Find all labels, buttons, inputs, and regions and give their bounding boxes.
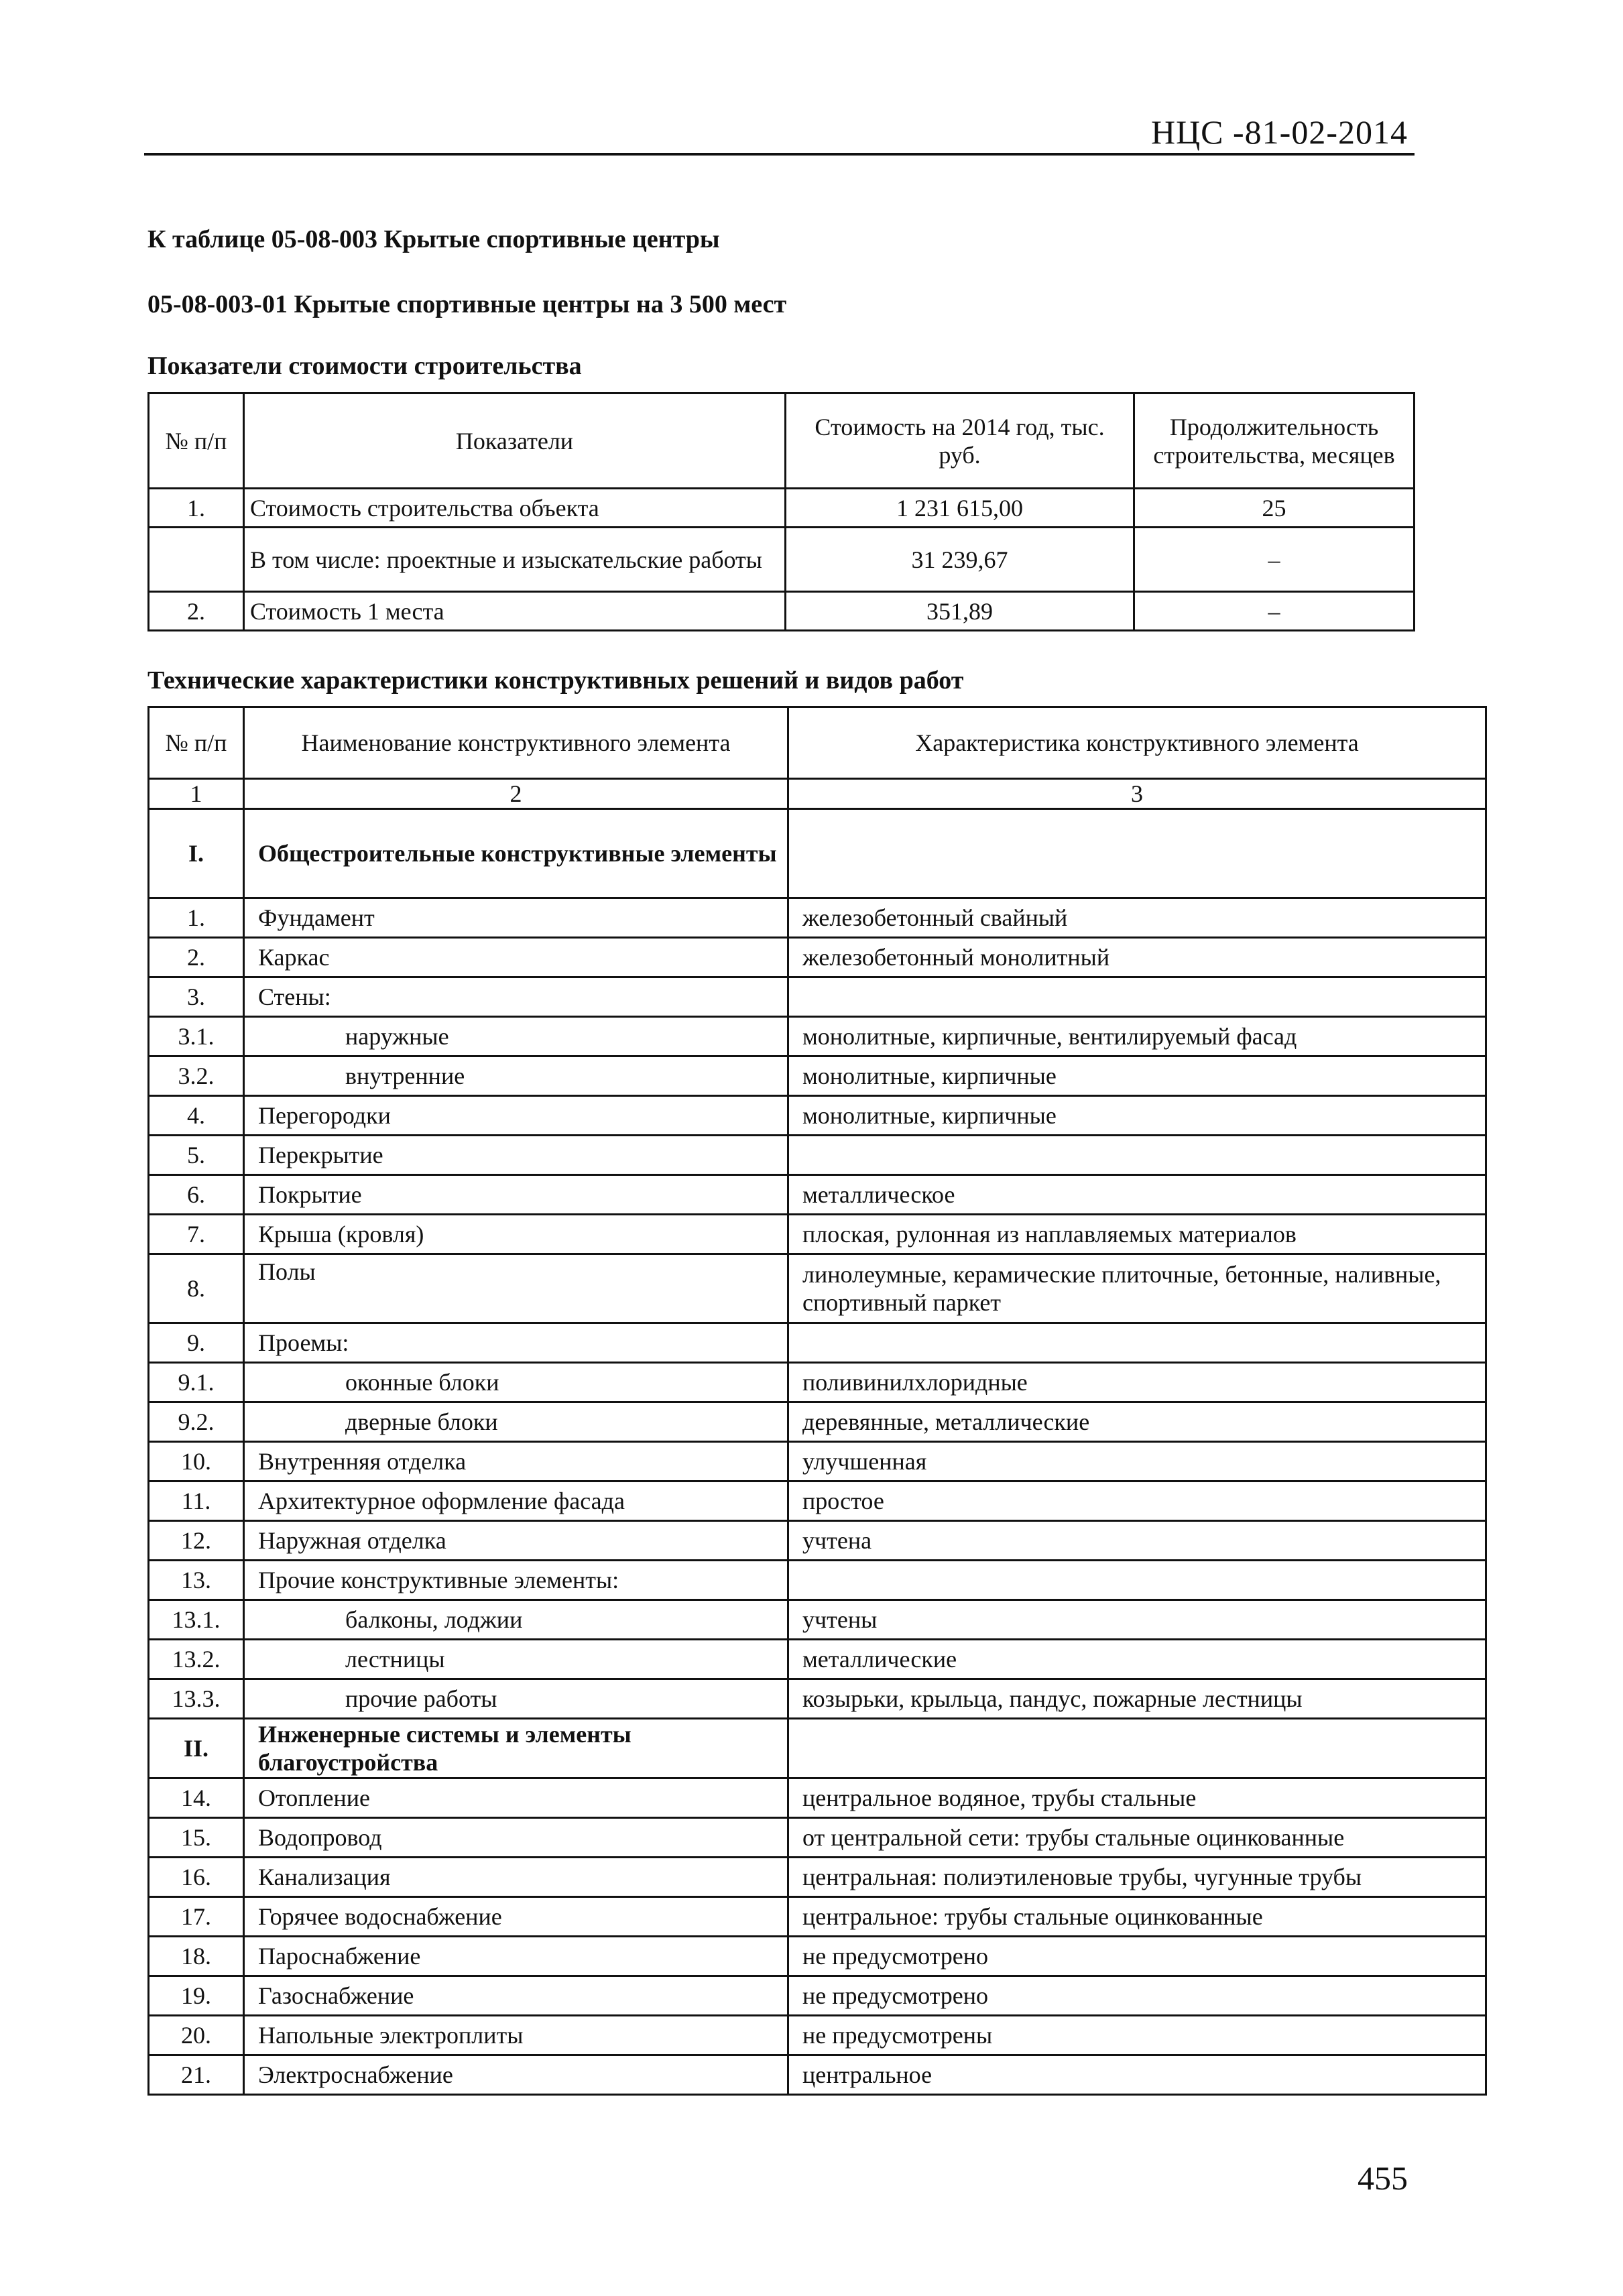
row-desc: учтена bbox=[788, 1521, 1486, 1561]
table-row bbox=[149, 1778, 1486, 1818]
section-number: I. bbox=[149, 809, 244, 898]
table-row bbox=[149, 1215, 1486, 1254]
tech-table-header bbox=[149, 707, 1486, 779]
table-row bbox=[149, 1323, 1486, 1363]
table-reference-heading: К таблице 05-08-003 Крытые спортивные центры bbox=[147, 225, 720, 253]
row-name: Напольные электроплиты bbox=[244, 2016, 788, 2055]
header-cell: № п/п bbox=[149, 394, 244, 489]
header-cell: Стоимость на 2014 год, тыс. руб. bbox=[786, 394, 1134, 489]
row-name: Наружная отделка bbox=[244, 1521, 788, 1561]
row-name: В том числе: проектные и изыскательские работы bbox=[244, 528, 786, 592]
section-number: II. bbox=[149, 1719, 244, 1778]
row-desc: линолеумные, керамические плиточные, бетонные, наливные, спортивный паркет bbox=[788, 1254, 1486, 1323]
row-name: Отопление bbox=[244, 1778, 788, 1818]
row-desc: монолитные, кирпичные, вентилируемый фасад bbox=[788, 1017, 1486, 1056]
row-desc: железобетонный монолитный bbox=[788, 938, 1486, 977]
table-row bbox=[149, 898, 1486, 938]
row-name: Покрытие bbox=[244, 1175, 788, 1215]
row-desc: улучшенная bbox=[788, 1442, 1486, 1482]
row-desc: монолитные, кирпичные bbox=[788, 1096, 1486, 1136]
table-row bbox=[149, 1363, 1486, 1402]
row-cost: 351,89 bbox=[786, 592, 1134, 631]
row-cost: 1 231 615,00 bbox=[786, 489, 1134, 528]
row-number bbox=[149, 528, 244, 592]
cost-table bbox=[147, 392, 1415, 631]
row-duration: – bbox=[1134, 528, 1415, 592]
table-row bbox=[149, 489, 1415, 528]
row-number: 16. bbox=[149, 1858, 244, 1897]
table-row bbox=[149, 1442, 1486, 1482]
row-name: балконы, лоджии bbox=[244, 1600, 788, 1640]
table-row bbox=[149, 2055, 1486, 2095]
table-row bbox=[149, 1482, 1486, 1521]
table-row bbox=[149, 1096, 1486, 1136]
row-name: Полы bbox=[244, 1254, 788, 1323]
row-name: Перегородки bbox=[244, 1096, 788, 1136]
table-row bbox=[149, 1254, 1486, 1323]
empty-cell bbox=[788, 809, 1486, 898]
row-desc: от центральной сети: трубы стальные оцинкованные bbox=[788, 1818, 1486, 1858]
tech-section-title: Технические характеристики конструктивных решений и видов работ bbox=[147, 666, 964, 694]
row-number: 3.2. bbox=[149, 1056, 244, 1096]
row-name: прочие работы bbox=[244, 1679, 788, 1719]
row-name: наружные bbox=[244, 1017, 788, 1056]
table-row bbox=[149, 592, 1415, 631]
table-row bbox=[149, 1600, 1486, 1640]
header-rule bbox=[144, 153, 1415, 156]
row-name: Крыша (кровля) bbox=[244, 1215, 788, 1254]
row-number: 7. bbox=[149, 1215, 244, 1254]
row-number: 5. bbox=[149, 1136, 244, 1175]
row-desc: металлические bbox=[788, 1640, 1486, 1679]
row-number: 18. bbox=[149, 1937, 244, 1976]
table-row bbox=[149, 977, 1486, 1017]
row-name: Архитектурное оформление фасада bbox=[244, 1482, 788, 1521]
row-number: 14. bbox=[149, 1778, 244, 1818]
row-name: Внутренняя отделка bbox=[244, 1442, 788, 1482]
row-number: 20. bbox=[149, 2016, 244, 2055]
column-number: 1 bbox=[149, 779, 244, 809]
section-row bbox=[149, 809, 1486, 898]
row-desc: простое bbox=[788, 1482, 1486, 1521]
row-number: 19. bbox=[149, 1976, 244, 2016]
row-name: дверные блоки bbox=[244, 1402, 788, 1442]
row-desc: центральная: полиэтиленовые трубы, чугунные трубы bbox=[788, 1858, 1486, 1897]
row-number: 15. bbox=[149, 1818, 244, 1858]
row-desc bbox=[788, 1323, 1486, 1363]
cost-table-header bbox=[149, 394, 1415, 489]
row-desc: не предусмотрено bbox=[788, 1937, 1486, 1976]
header-cell: Продолжительность строительства, месяцев bbox=[1134, 394, 1415, 489]
row-desc bbox=[788, 977, 1486, 1017]
document-code: НЦС -81-02-2014 bbox=[1150, 113, 1408, 151]
column-number: 3 bbox=[788, 779, 1486, 809]
row-number: 2. bbox=[149, 592, 244, 631]
row-name: Стоимость 1 места bbox=[244, 592, 786, 631]
section-row bbox=[149, 1719, 1486, 1778]
row-name: Каркас bbox=[244, 938, 788, 977]
table-row bbox=[149, 528, 1415, 592]
row-desc bbox=[788, 1561, 1486, 1600]
row-number: 1. bbox=[149, 898, 244, 938]
row-name: Пароснабжение bbox=[244, 1937, 788, 1976]
row-number: 17. bbox=[149, 1897, 244, 1937]
row-number: 12. bbox=[149, 1521, 244, 1561]
row-desc: не предусмотрены bbox=[788, 2016, 1486, 2055]
row-number: 4. bbox=[149, 1096, 244, 1136]
row-name: Стоимость строительства объекта bbox=[244, 489, 786, 528]
row-name: Стены: bbox=[244, 977, 788, 1017]
row-number: 1. bbox=[149, 489, 244, 528]
row-duration: – bbox=[1134, 592, 1415, 631]
row-number: 3.1. bbox=[149, 1017, 244, 1056]
row-number: 10. bbox=[149, 1442, 244, 1482]
row-name: Проемы: bbox=[244, 1323, 788, 1363]
row-desc: поливинилхлоридные bbox=[788, 1363, 1486, 1402]
table-row bbox=[149, 1017, 1486, 1056]
table-row bbox=[149, 1521, 1486, 1561]
row-name: Канализация bbox=[244, 1858, 788, 1897]
table-row bbox=[149, 1937, 1486, 1976]
table-row bbox=[149, 1976, 1486, 2016]
row-name: Электроснабжение bbox=[244, 2055, 788, 2095]
section-name: Инженерные системы и элементы благоустройства bbox=[244, 1719, 788, 1778]
table-row bbox=[149, 2016, 1486, 2055]
table-row bbox=[149, 1402, 1486, 1442]
row-desc: центральное: трубы стальные оцинкованные bbox=[788, 1897, 1486, 1937]
row-number: 9. bbox=[149, 1323, 244, 1363]
row-name: Газоснабжение bbox=[244, 1976, 788, 2016]
row-name: Фундамент bbox=[244, 898, 788, 938]
row-number: 9.1. bbox=[149, 1363, 244, 1402]
row-number: 8. bbox=[149, 1254, 244, 1323]
row-number: 2. bbox=[149, 938, 244, 977]
row-name: оконные блоки bbox=[244, 1363, 788, 1402]
row-desc: монолитные, кирпичные bbox=[788, 1056, 1486, 1096]
table-row bbox=[149, 1818, 1486, 1858]
row-name: Горячее водоснабжение bbox=[244, 1897, 788, 1937]
row-number: 21. bbox=[149, 2055, 244, 2095]
tech-table bbox=[147, 706, 1487, 2096]
row-desc bbox=[788, 1136, 1486, 1175]
table-row bbox=[149, 1679, 1486, 1719]
row-desc: плоская, рулонная из наплавляемых материалов bbox=[788, 1215, 1486, 1254]
page-number: 455 bbox=[1358, 2159, 1408, 2197]
row-desc: не предусмотрено bbox=[788, 1976, 1486, 2016]
column-number: 2 bbox=[244, 779, 788, 809]
row-number: 11. bbox=[149, 1482, 244, 1521]
row-desc: козырьки, крыльца, пандус, пожарные лестницы bbox=[788, 1679, 1486, 1719]
table-row bbox=[149, 1858, 1486, 1897]
section-name: Общестроительные конструктивные элементы bbox=[244, 809, 788, 898]
row-duration: 25 bbox=[1134, 489, 1415, 528]
table-row bbox=[149, 1640, 1486, 1679]
cost-section-title: Показатели стоимости строительства bbox=[147, 352, 582, 380]
row-number: 6. bbox=[149, 1175, 244, 1215]
row-desc: центральное bbox=[788, 2055, 1486, 2095]
row-number: 13. bbox=[149, 1561, 244, 1600]
row-desc: металлическое bbox=[788, 1175, 1486, 1215]
table-row bbox=[149, 1136, 1486, 1175]
row-number: 13.1. bbox=[149, 1600, 244, 1640]
row-desc: железобетонный свайный bbox=[788, 898, 1486, 938]
row-name: Перекрытие bbox=[244, 1136, 788, 1175]
row-number: 9.2. bbox=[149, 1402, 244, 1442]
table-row bbox=[149, 938, 1486, 977]
row-number: 13.3. bbox=[149, 1679, 244, 1719]
row-number: 3. bbox=[149, 977, 244, 1017]
row-number: 13.2. bbox=[149, 1640, 244, 1679]
row-name: лестницы bbox=[244, 1640, 788, 1679]
subtable-heading: 05-08-003-01 Крытые спортивные центры на 3 500 мест bbox=[147, 290, 787, 318]
row-desc: центральное водяное, трубы стальные bbox=[788, 1778, 1486, 1818]
row-name: Водопровод bbox=[244, 1818, 788, 1858]
row-name: внутренние bbox=[244, 1056, 788, 1096]
table-row bbox=[149, 1175, 1486, 1215]
row-cost: 31 239,67 bbox=[786, 528, 1134, 592]
table-row bbox=[149, 1056, 1486, 1096]
row-name: Прочие конструктивные элементы: bbox=[244, 1561, 788, 1600]
row-desc: деревянные, металлические bbox=[788, 1402, 1486, 1442]
row-desc: учтены bbox=[788, 1600, 1486, 1640]
header-cell: Наименование конструктивного элемента bbox=[244, 707, 788, 779]
empty-cell bbox=[788, 1719, 1486, 1778]
header-cell: № п/п bbox=[149, 707, 244, 779]
table-row bbox=[149, 1897, 1486, 1937]
header-cell: Характеристика конструктивного элемента bbox=[788, 707, 1486, 779]
column-number-row bbox=[149, 779, 1486, 809]
table-row bbox=[149, 1561, 1486, 1600]
header-cell: Показатели bbox=[244, 394, 786, 489]
